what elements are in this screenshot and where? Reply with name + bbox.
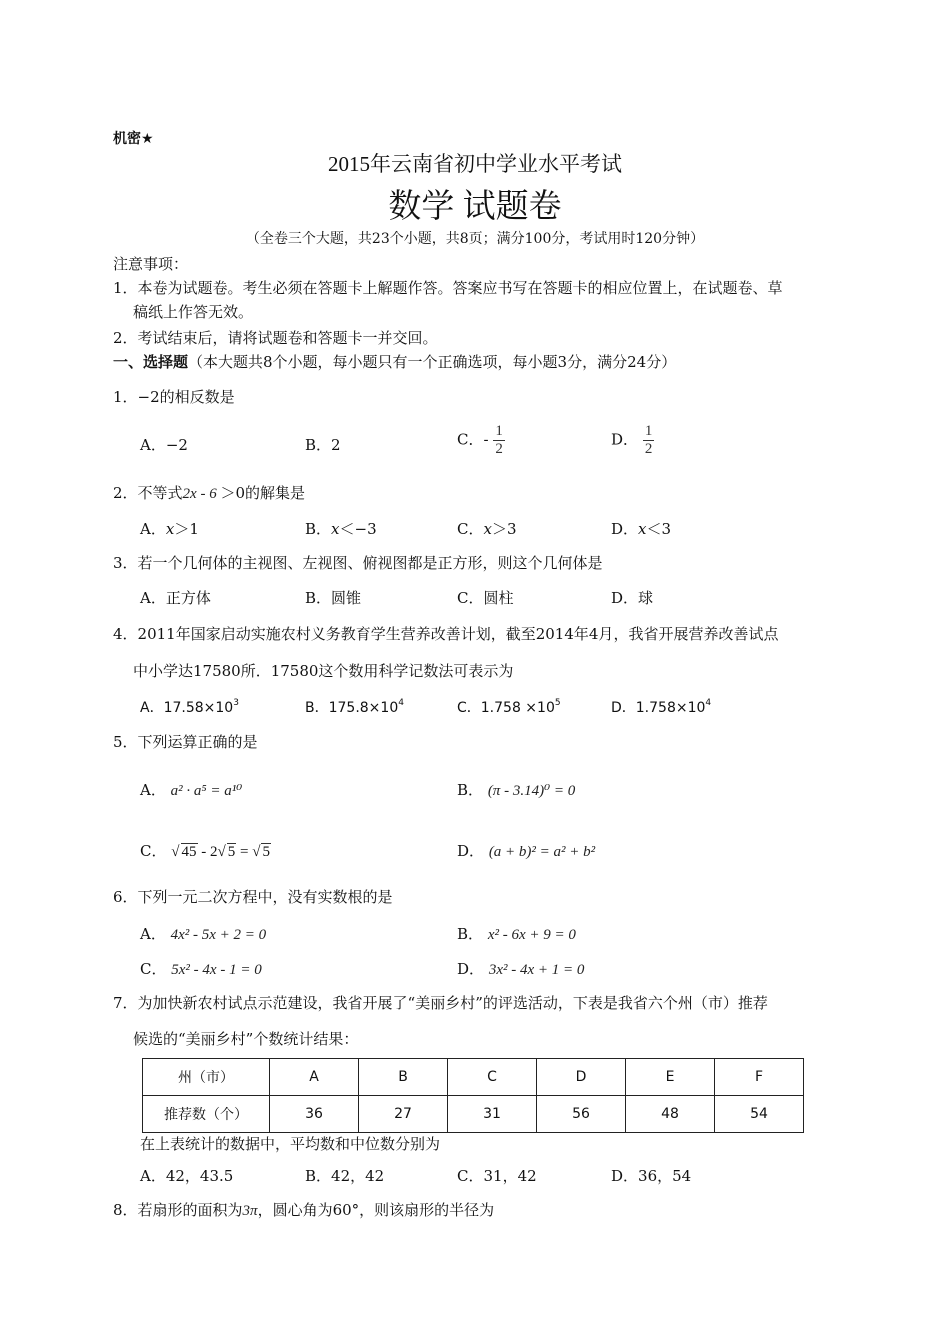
q2-expression: 2x - 6: [182, 486, 221, 502]
q1-option-c: [457, 423, 505, 458]
question-3: 3．若一个几何体的主视图、左视图、俯视图都是正方形，则这个几何体是: [113, 554, 603, 572]
q5-c-eq: =: [236, 844, 253, 860]
q5-c-mid: - 2: [197, 844, 218, 860]
q8-stem-post: ，圆心角为60°，则该扇形的半径为: [257, 1201, 495, 1219]
table-cell: E: [626, 1059, 715, 1096]
q5-c-expr: √ 45 - 2√ 5 = √ 5: [171, 844, 270, 860]
section-heading: [113, 351, 676, 372]
q1-option-b: B．2: [305, 436, 341, 454]
q2-d-rel: ＜3: [646, 520, 672, 538]
q4-option-a: [140, 697, 239, 717]
q5-option-b: [457, 779, 575, 800]
q2-option-c: [457, 518, 517, 539]
paper-title: 数学 试题卷: [388, 189, 562, 225]
exam-title: 2015年云南省初中学业水平考试: [328, 152, 622, 176]
exam-info: （全卷三个大题，共23个小题，共8页；满分100分，考试用时120分钟）: [245, 231, 705, 247]
q2-a-rel: ＞1: [174, 520, 199, 538]
q4-d-text: D．1.758×10: [611, 700, 706, 716]
q7-option-d: D．36，54: [611, 1167, 692, 1185]
question-4-cont: 中小学达17580所．17580这个数用科学记数法可表示为: [133, 662, 514, 680]
q6-b-expr: x² - 6x + 9 = 0: [487, 927, 576, 943]
question-4: 4．2011年国家启动实施农村义务教育学生营养改善计划，截至2014年4月，我省开展营养改善试点: [113, 625, 779, 643]
note-1-cont: 稿纸上作答无效。: [133, 303, 254, 321]
question-8: [113, 1199, 494, 1220]
q2-option-a: [140, 518, 199, 539]
q1-d-fraction: [643, 423, 655, 458]
section-desc: （本大题共8个小题，每小题只有一个正确选项，每小题3分，满分24分）: [188, 353, 677, 371]
q1-d-num: 1: [644, 423, 653, 439]
q3-option-b: B．圆锥: [305, 589, 362, 607]
table-cell: C: [448, 1059, 537, 1096]
table-header-cell: 州（市）: [143, 1059, 270, 1096]
q4-c-text: C．1.758 ×10: [457, 700, 555, 716]
q2-option-d: [611, 518, 671, 539]
q1-c-num: 1: [495, 423, 503, 439]
q8-area: 3π: [242, 1203, 258, 1219]
q6-d-expr: 3x² - 4x + 1 = 0: [488, 962, 585, 978]
section-label: 一、选择题: [113, 353, 189, 371]
q5-b-expr: (π - 3.14)⁰ = 0: [487, 783, 576, 799]
q5-c-root-3: 5: [262, 844, 270, 860]
table-cell: D: [537, 1059, 626, 1096]
q4-option-c: [457, 697, 561, 717]
q4-d-exp: 4: [705, 698, 712, 708]
q5-option-c: [140, 840, 271, 861]
q1-d-label: D．: [611, 430, 639, 449]
notes-heading: 注意事项：: [113, 255, 189, 273]
q5-option-a: [140, 779, 242, 800]
note-1: 1．本卷为试题卷。考生必须在答题卡上解题作答。答案应书写在答题卡的相应位置上，在试题卷、草: [113, 279, 783, 297]
question-1: 1．−2的相反数是: [113, 388, 235, 406]
question-7-after: 在上表统计的数据中，平均数和中位数分别为: [140, 1135, 441, 1153]
q5-d-label: D．: [457, 842, 485, 860]
table-cell: 48: [626, 1096, 715, 1133]
q2-c-var: x: [483, 520, 492, 538]
q2-d-var: x: [638, 520, 647, 538]
q6-c-label: C．: [140, 960, 167, 978]
question-7: 7．为加快新农村试点示范建设，我省开展了“美丽乡村”的评选活动，下表是我省六个州（市）推荐: [113, 994, 768, 1012]
stats-table: [142, 1058, 804, 1133]
table-row: [143, 1096, 804, 1133]
table-row: [143, 1059, 804, 1096]
q2-c-rel: ＞3: [491, 520, 517, 538]
q7-option-b: B．42，42: [305, 1167, 385, 1185]
q6-b-label: B．: [457, 925, 484, 943]
table-cell: B: [359, 1059, 448, 1096]
question-7-cont: 候选的“美丽乡村”个数统计结果：: [133, 1030, 359, 1048]
q2-stem-post: ＞0的解集是: [220, 484, 305, 502]
q7-option-c: C．31，42: [457, 1167, 537, 1185]
q2-a-var: x: [165, 520, 175, 538]
q3-option-d: D．球: [611, 589, 654, 607]
q2-c-label: C．: [457, 520, 484, 538]
q6-d-label: D．: [457, 960, 485, 978]
q4-c-exp: 5: [554, 698, 561, 708]
q2-b-rel: ＜−3: [339, 520, 377, 538]
question-6: 6．下列一元二次方程中，没有实数根的是: [113, 888, 393, 906]
q6-option-a: [140, 923, 266, 944]
q2-stem-pre: 2．不等式: [113, 484, 183, 502]
q6-option-c: [140, 958, 262, 979]
q2-d-label: D．: [611, 520, 639, 538]
q1-option-a: A．−2: [140, 436, 188, 454]
question-5: 5．下列运算正确的是: [113, 733, 258, 751]
q6-option-b: [457, 923, 576, 944]
table-cell: 36: [270, 1096, 359, 1133]
table-cell: 27: [359, 1096, 448, 1133]
q5-b-label: B．: [457, 781, 484, 799]
table-cell: A: [270, 1059, 359, 1096]
q1-c-label: C．: [457, 430, 484, 449]
table-cell: 54: [715, 1096, 804, 1133]
q4-option-b: [305, 697, 404, 717]
q4-a-exp: 3: [233, 698, 239, 708]
q1-c-fraction: [493, 423, 505, 458]
q1-option-d: [611, 423, 654, 458]
q7-option-a: A．42，43.5: [140, 1167, 234, 1185]
q5-d-expr: (a + b)² = a² + b²: [488, 844, 596, 860]
q3-option-a: A．正方体: [140, 589, 211, 607]
q2-option-b: [305, 518, 377, 539]
table-cell: F: [715, 1059, 804, 1096]
confidential-mark: 机密★: [113, 131, 154, 147]
q2-a-label: A．: [140, 520, 166, 538]
q3-option-c: C．圆柱: [457, 589, 514, 607]
q6-a-expr: 4x² - 5x + 2 = 0: [170, 927, 267, 943]
table-cell: 31: [448, 1096, 537, 1133]
q5-option-d: [457, 840, 595, 861]
q5-c-label: C．: [140, 842, 167, 860]
table-header-cell: 推荐数（个）: [143, 1096, 270, 1133]
q1-d-den: 2: [644, 441, 653, 457]
q1-c-den: 2: [495, 441, 503, 457]
q5-c-root-1: 45: [181, 844, 197, 860]
q6-a-label: A．: [140, 925, 166, 943]
q5-a-label: A．: [140, 781, 166, 799]
q2-b-label: B．: [305, 520, 332, 538]
question-2: [113, 482, 305, 503]
q6-c-expr: 5x² - 4x - 1 = 0: [171, 962, 262, 978]
q1-c-sign: -: [483, 430, 489, 449]
q4-b-exp: 4: [398, 698, 404, 708]
q4-option-d: [611, 697, 711, 717]
q8-stem-pre: 8．若扇形的面积为: [113, 1201, 243, 1219]
table-cell: 56: [537, 1096, 626, 1133]
note-2: 2．考试结束后，请将试题卷和答题卡一并交回。: [113, 329, 438, 347]
q5-a-expr: a² · a⁵ = a¹⁰: [170, 783, 243, 799]
q2-b-var: x: [331, 520, 340, 538]
q6-option-d: [457, 958, 584, 979]
q4-b-text: B．175.8×10: [305, 700, 399, 716]
q5-c-root-2: 5: [227, 844, 236, 860]
q4-a-text: A．17.58×10: [140, 700, 234, 716]
